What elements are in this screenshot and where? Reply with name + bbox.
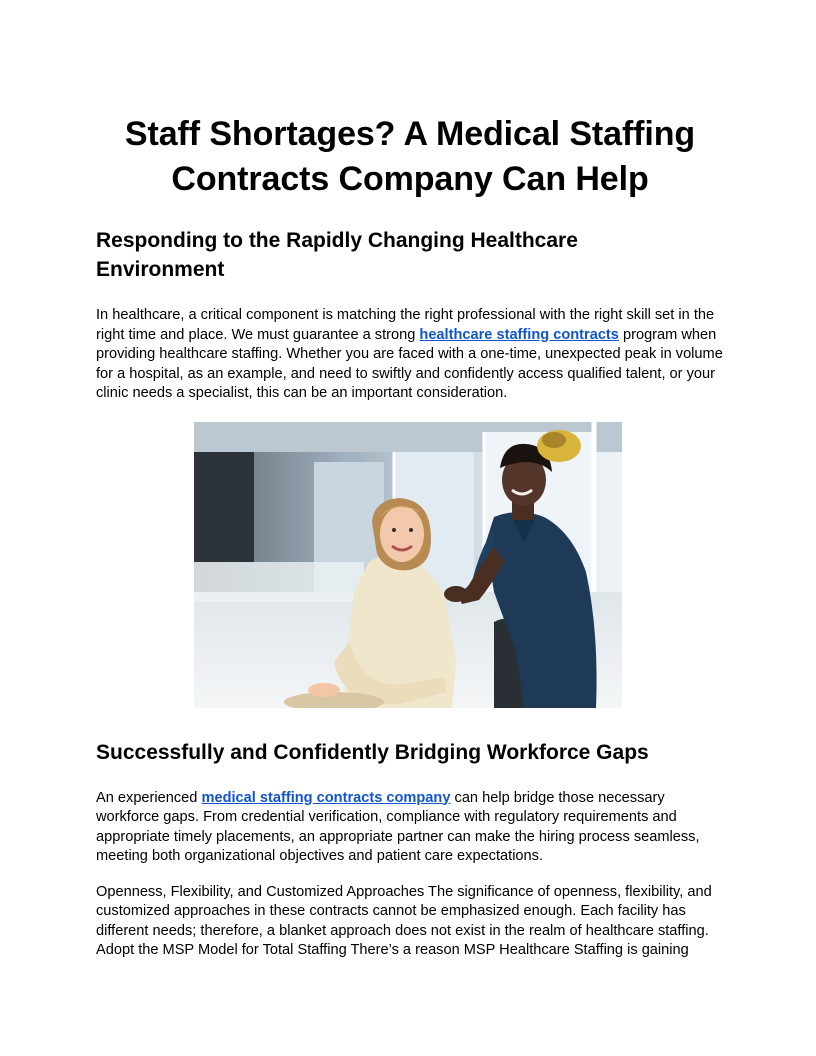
- document-page: [96, 112, 724, 961]
- section-heading-bridging: Successfully and Confidently Bridging Workforce Gaps: [96, 740, 649, 764]
- link-healthcare-staffing-contracts[interactable]: healthcare staffing contracts: [419, 326, 619, 343]
- paragraph-intro: [96, 306, 724, 404]
- photo-nurse-and-patient: [194, 422, 622, 708]
- paragraph-bridging-text-end: can help bridge those necessary workforce gaps. From credential verification, compliance with regulatory requirements and appropriate timely placements, an appropriate partner can make the hiring process seamless, meeting both organizational objectives and patient care expectations.: [96, 789, 700, 864]
- photo-block: [96, 422, 724, 708]
- section-heading-responding: Responding to the Rapidly Changing Healthcare Environment: [96, 229, 578, 281]
- paragraph-intro-text-end: program when providing healthcare staffing. Whether you are faced with a one-time, unexpected peak in volume for a hospital, as an example, and need to swiftly and confidently access qualified talent, or your clinic needs a specialist, this can be an important consideration.: [96, 326, 723, 401]
- paragraph-bridging-text-start: An experienced: [96, 789, 202, 806]
- paragraph-openness: Openness, Flexibility, and Customized Approaches The significance of openness, flexibility, and customized approaches in these contracts cannot be emphasized enough. Each facility has different needs; therefore, a blanket approach does not exist in the realm of healthcare staffing. Adopt the MSP Model for Total Staffing There’s a reason MSP Healthcare Staffing is gaining: [96, 883, 712, 958]
- link-medical-staffing-contracts-company[interactable]: medical staffing contracts company: [201, 789, 451, 806]
- paragraph-bridging: [96, 789, 724, 867]
- paragraph-intro-text-start: In healthcare, a critical component is matching the right professional with the right skill set in the right time and place. We must guarantee a strong: [96, 307, 715, 343]
- page-title: Staff Shortages? A Medical Staffing Contracts Company Can Help: [124, 115, 696, 198]
